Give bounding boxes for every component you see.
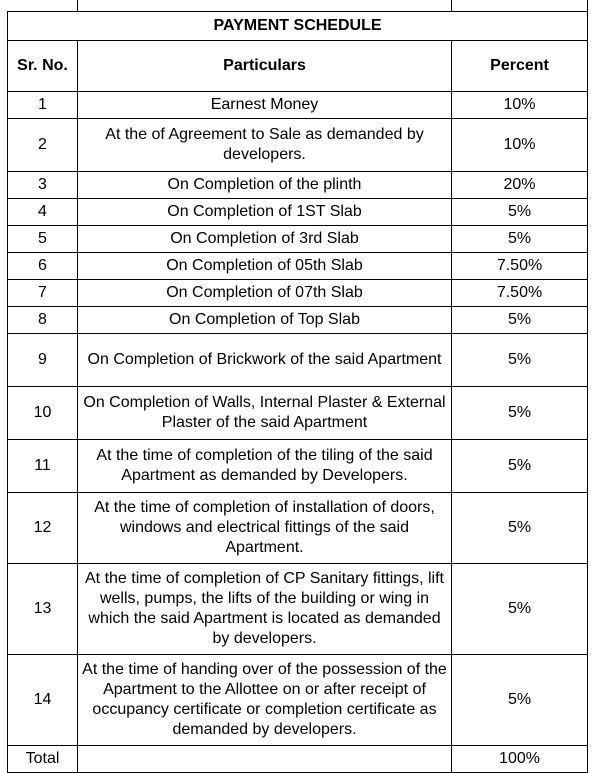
table-row bbox=[8, 387, 588, 440]
row-particulars: At the time of completion of CP Sanitary fittings, lift wells, pumps, the lifts of the building or wing in which the said Apartment is located as demanded by developers. bbox=[78, 564, 452, 655]
table-title: PAYMENT SCHEDULE bbox=[8, 12, 588, 41]
header-percent: Percent bbox=[452, 41, 588, 92]
row-particulars: On Completion of the plinth bbox=[78, 172, 452, 199]
cropped-rule bbox=[451, 0, 452, 11]
row-particulars: Earnest Money bbox=[78, 92, 452, 119]
table-row bbox=[8, 564, 588, 655]
row-sr: 2 bbox=[8, 119, 78, 172]
row-particulars: At the time of completion of installation of doors, windows and electrical fittings of the said Apartment. bbox=[78, 493, 452, 564]
row-percent: 5% bbox=[452, 655, 588, 746]
table-row bbox=[8, 280, 588, 307]
total-percent: 100% bbox=[452, 746, 588, 773]
row-particulars: At the time of completion of the tiling of the said Apartment as demanded by Developers. bbox=[78, 440, 452, 493]
row-particulars: On Completion of Walls, Internal Plaster & External Plaster of the said Apartment bbox=[78, 387, 452, 440]
row-percent: 7.50% bbox=[452, 280, 588, 307]
row-particulars: At the of Agreement to Sale as demanded by developers. bbox=[78, 119, 452, 172]
row-percent: 7.50% bbox=[452, 253, 588, 280]
row-percent: 10% bbox=[452, 119, 588, 172]
row-percent: 5% bbox=[452, 199, 588, 226]
cropped-rule bbox=[587, 0, 588, 11]
row-sr: 3 bbox=[8, 172, 78, 199]
row-particulars: On Completion of 3rd Slab bbox=[78, 226, 452, 253]
row-sr: 6 bbox=[8, 253, 78, 280]
row-sr: 13 bbox=[8, 564, 78, 655]
row-particulars: On Completion of 05th Slab bbox=[78, 253, 452, 280]
row-sr: 12 bbox=[8, 493, 78, 564]
row-particulars: On Completion of Top Slab bbox=[78, 307, 452, 334]
table-row bbox=[8, 334, 588, 387]
payment-schedule-table bbox=[7, 11, 588, 773]
row-percent: 20% bbox=[452, 172, 588, 199]
row-particulars: On Completion of 1ST Slab bbox=[78, 199, 452, 226]
row-percent: 5% bbox=[452, 334, 588, 387]
row-sr: 11 bbox=[8, 440, 78, 493]
row-percent: 10% bbox=[452, 92, 588, 119]
row-percent: 5% bbox=[452, 387, 588, 440]
table-row bbox=[8, 253, 588, 280]
row-particulars: At the time of handing over of the possession of the Apartment to the Allottee on or after receipt of occupancy certificate or completion certificate as demanded by developers. bbox=[78, 655, 452, 746]
row-percent: 5% bbox=[452, 226, 588, 253]
table-row bbox=[8, 199, 588, 226]
table-row bbox=[8, 440, 588, 493]
row-sr: 8 bbox=[8, 307, 78, 334]
header-sr-no: Sr. No. bbox=[8, 41, 78, 92]
total-row bbox=[8, 746, 588, 773]
row-sr: 1 bbox=[8, 92, 78, 119]
table-row bbox=[8, 92, 588, 119]
row-sr: 14 bbox=[8, 655, 78, 746]
top-strip bbox=[0, 0, 601, 11]
header-particulars: Particulars bbox=[78, 41, 452, 92]
table-row bbox=[8, 655, 588, 746]
row-percent: 5% bbox=[452, 564, 588, 655]
table-row bbox=[8, 226, 588, 253]
table-row bbox=[8, 493, 588, 564]
row-sr: 7 bbox=[8, 280, 78, 307]
row-sr: 10 bbox=[8, 387, 78, 440]
total-particulars bbox=[78, 746, 452, 773]
row-percent: 5% bbox=[452, 493, 588, 564]
total-label: Total bbox=[8, 746, 78, 773]
table-row bbox=[8, 172, 588, 199]
table-row bbox=[8, 307, 588, 334]
row-percent: 5% bbox=[452, 307, 588, 334]
table-row bbox=[8, 119, 588, 172]
cropped-rule bbox=[77, 0, 78, 11]
row-sr: 9 bbox=[8, 334, 78, 387]
row-sr: 5 bbox=[8, 226, 78, 253]
row-particulars: On Completion of 07th Slab bbox=[78, 280, 452, 307]
row-particulars: On Completion of Brickwork of the said Apartment bbox=[78, 334, 452, 387]
row-percent: 5% bbox=[452, 440, 588, 493]
row-sr: 4 bbox=[8, 199, 78, 226]
